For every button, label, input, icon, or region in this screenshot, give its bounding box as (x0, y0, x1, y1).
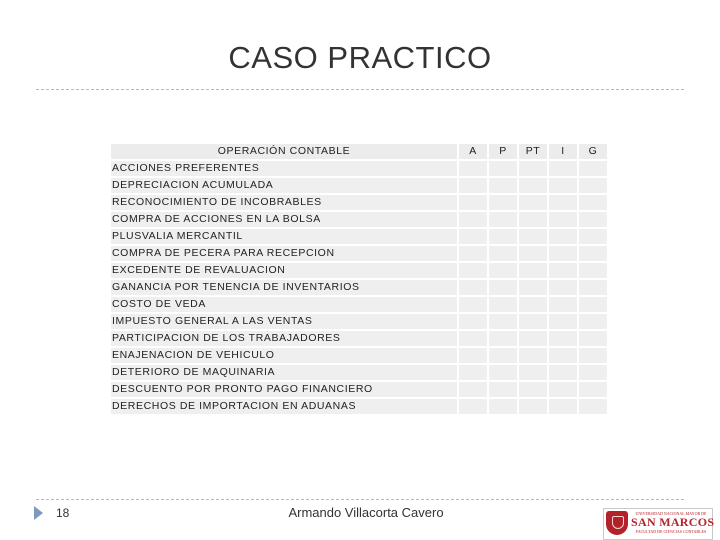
logo-line-1: UNIVERSIDAD NACIONAL MAYOR DE (635, 511, 707, 516)
answer-cell-pt (519, 297, 547, 312)
footer-author: Armando Villacorta Cavero (288, 505, 444, 520)
table-row (111, 263, 607, 278)
header-column-pt: PT (519, 144, 547, 159)
answer-cell-g (579, 382, 607, 397)
answer-cell-i (549, 212, 577, 227)
answer-cell-p (489, 399, 517, 414)
answer-cell-a (459, 399, 487, 414)
answer-cell-i (549, 195, 577, 210)
table-row (111, 195, 607, 210)
answer-cell-p (489, 348, 517, 363)
answer-cell-p (489, 365, 517, 380)
answer-cell-a (459, 365, 487, 380)
answer-cell-g (579, 229, 607, 244)
answer-cell-pt (519, 195, 547, 210)
answer-cell-pt (519, 212, 547, 227)
answer-cell-a (459, 263, 487, 278)
bottom-divider (36, 499, 684, 500)
answer-cell-a (459, 297, 487, 312)
answer-cell-a (459, 280, 487, 295)
logo-line-2: SAN MARCOS (631, 515, 715, 529)
operation-label: DESCUENTO POR PRONTO PAGO FINANCIERO (111, 382, 457, 397)
answer-cell-pt (519, 280, 547, 295)
slide-title: CASO PRACTICO (228, 40, 492, 75)
answer-cell-g (579, 263, 607, 278)
header-column-a: A (459, 144, 487, 159)
answer-cell-i (549, 263, 577, 278)
answer-cell-i (549, 161, 577, 176)
answer-cell-pt (519, 399, 547, 414)
table-row (111, 161, 607, 176)
table-row (111, 399, 607, 414)
answer-cell-pt (519, 161, 547, 176)
operation-label: ENAJENACION DE VEHICULO (111, 348, 457, 363)
answer-cell-g (579, 212, 607, 227)
answer-cell-g (579, 246, 607, 261)
answer-cell-a (459, 348, 487, 363)
answer-cell-a (459, 229, 487, 244)
answer-cell-g (579, 178, 607, 193)
answer-cell-g (579, 331, 607, 346)
answer-cell-g (579, 297, 607, 312)
answer-cell-pt (519, 246, 547, 261)
answer-cell-a (459, 161, 487, 176)
table-row (111, 365, 607, 380)
answer-cell-i (549, 348, 577, 363)
answer-cell-pt (519, 382, 547, 397)
answer-cell-p (489, 229, 517, 244)
operation-label: IMPUESTO GENERAL A LAS VENTAS (111, 314, 457, 329)
answer-cell-p (489, 331, 517, 346)
answer-cell-p (489, 382, 517, 397)
top-divider (36, 89, 684, 90)
answer-cell-p (489, 297, 517, 312)
answer-cell-p (489, 212, 517, 227)
table-row (111, 212, 607, 227)
answer-cell-i (549, 399, 577, 414)
operation-label: DERECHOS DE IMPORTACION EN ADUANAS (111, 399, 457, 414)
header-column-i: I (549, 144, 577, 159)
table-row (111, 229, 607, 244)
answer-cell-i (549, 314, 577, 329)
answer-cell-pt (519, 229, 547, 244)
answer-cell-pt (519, 348, 547, 363)
answer-cell-g (579, 365, 607, 380)
table-row (111, 246, 607, 261)
operation-label: RECONOCIMIENTO DE INCOBRABLES (111, 195, 457, 210)
university-logo (603, 508, 713, 540)
answer-cell-a (459, 382, 487, 397)
answer-cell-i (549, 331, 577, 346)
answer-cell-a (459, 246, 487, 261)
answer-cell-p (489, 195, 517, 210)
header-column-p: P (489, 144, 517, 159)
answer-cell-i (549, 382, 577, 397)
header-operation: OPERACIÓN CONTABLE (111, 144, 457, 159)
answer-cell-a (459, 178, 487, 193)
answer-cell-g (579, 399, 607, 414)
answer-cell-pt (519, 331, 547, 346)
operation-label: DETERIORO DE MAQUINARIA (111, 365, 457, 380)
operation-label: EXCEDENTE DE REVALUACION (111, 263, 457, 278)
answer-cell-p (489, 246, 517, 261)
answer-cell-i (549, 365, 577, 380)
operation-label: DEPRECIACION ACUMULADA (111, 178, 457, 193)
table-row (111, 280, 607, 295)
logo-line-3: FACULTAD DE CIENCIAS CONTABLES (635, 529, 707, 534)
answer-cell-g (579, 195, 607, 210)
answer-cell-g (579, 161, 607, 176)
answer-cell-pt (519, 263, 547, 278)
operation-label: COMPRA DE ACCIONES EN LA BOLSA (111, 212, 457, 227)
answer-cell-p (489, 263, 517, 278)
answer-cell-i (549, 229, 577, 244)
page-number: 18 (56, 506, 70, 520)
answer-cell-p (489, 178, 517, 193)
answer-cell-g (579, 348, 607, 363)
table-row (111, 297, 607, 312)
answer-cell-i (549, 246, 577, 261)
table-row (111, 348, 607, 363)
answer-cell-i (549, 178, 577, 193)
classification-table (109, 142, 609, 416)
answer-cell-g (579, 314, 607, 329)
answer-cell-pt (519, 314, 547, 329)
table-row (111, 314, 607, 329)
table-row (111, 331, 607, 346)
operation-label: COSTO DE VEDA (111, 297, 457, 312)
answer-cell-pt (519, 178, 547, 193)
answer-cell-a (459, 331, 487, 346)
operation-label: GANANCIA POR TENENCIA DE INVENTARIOS (111, 280, 457, 295)
answer-cell-i (549, 297, 577, 312)
answer-cell-pt (519, 365, 547, 380)
table-row (111, 382, 607, 397)
answer-cell-a (459, 195, 487, 210)
operation-label: ACCIONES PREFERENTES (111, 161, 457, 176)
answer-cell-a (459, 212, 487, 227)
answer-cell-a (459, 314, 487, 329)
operation-label: COMPRA DE PECERA PARA RECEPCION (111, 246, 457, 261)
operation-label: PLUSVALIA MERCANTIL (111, 229, 457, 244)
answer-cell-g (579, 280, 607, 295)
header-column-g: G (579, 144, 607, 159)
answer-cell-p (489, 314, 517, 329)
answer-cell-p (489, 161, 517, 176)
operation-label: PARTICIPACION DE LOS TRABAJADORES (111, 331, 457, 346)
answer-cell-i (549, 280, 577, 295)
table-row (111, 178, 607, 193)
table-header-row (111, 144, 607, 159)
answer-cell-p (489, 280, 517, 295)
crest-icon (606, 511, 628, 535)
